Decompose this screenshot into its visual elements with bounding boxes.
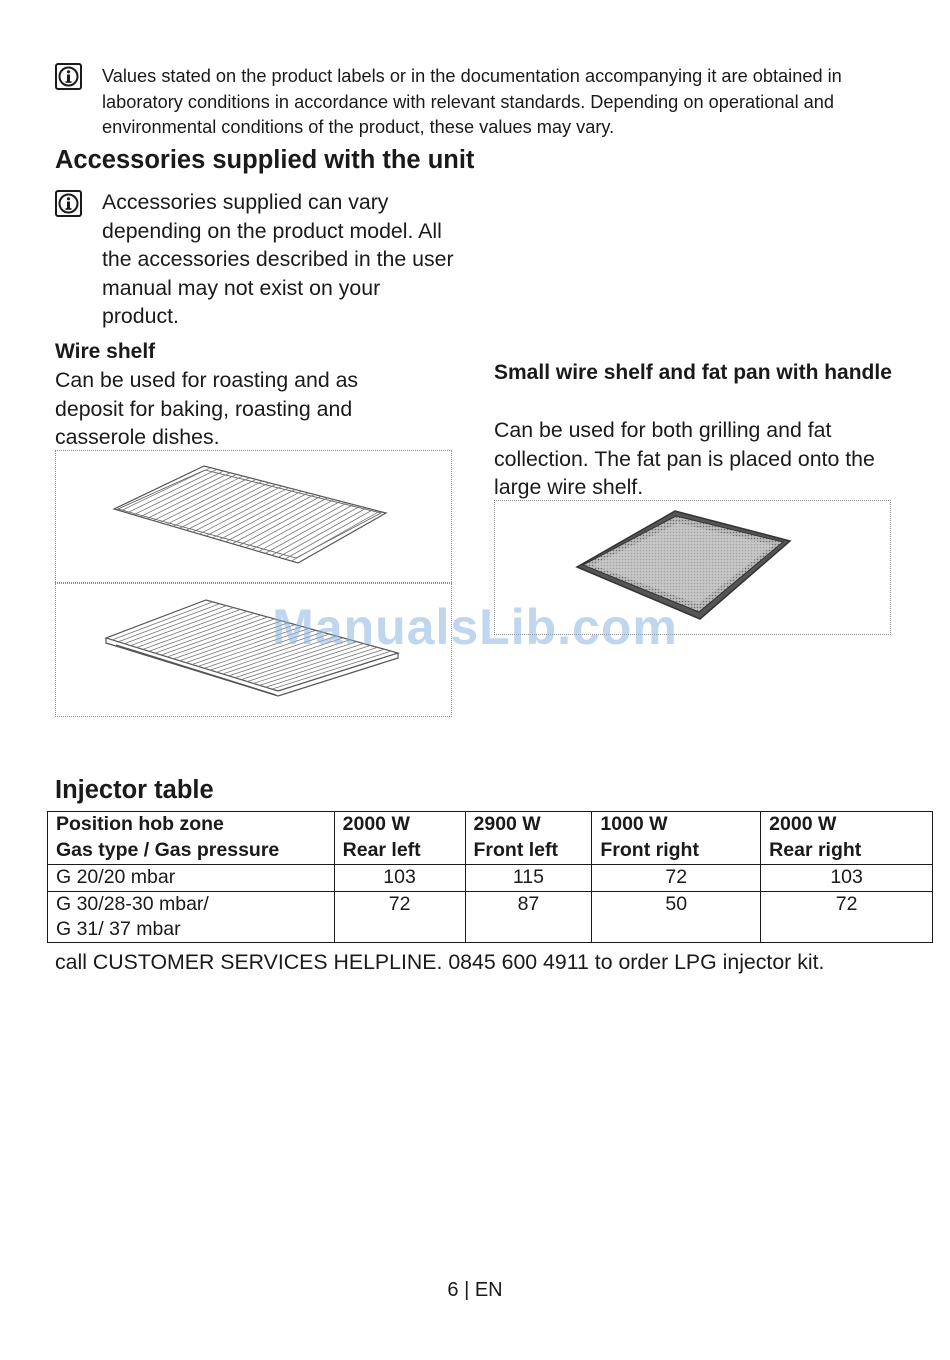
column-power: 2900 W — [465, 812, 592, 839]
wire-line — [245, 500, 334, 548]
table-row — [48, 865, 933, 892]
lab-values-note: Values stated on the product labels or in the documentation accompanying it are obtained in laboratory conditions in accordance with relevant standards. Depending on operational and environmental conditions of the product, these values may vary. — [102, 66, 842, 137]
wire-line — [219, 493, 308, 540]
page-number: 6 | EN — [447, 1279, 503, 1301]
gas-type-line: G 31/ 37 mbar — [56, 918, 181, 940]
table-header-row — [48, 838, 933, 865]
injector-value: 115 — [465, 865, 592, 892]
wire-shelf-description: Can be used for roasting and as deposit for baking, roasting and casserole dishes. — [55, 368, 359, 449]
column-position: Front left — [465, 838, 592, 865]
small-wire-shelf-description: Can be used for both grilling and fat collection. The fat pan is placed onto the large wire shelf. — [494, 418, 875, 499]
column-power: 2000 W — [334, 812, 465, 839]
wire-line — [232, 496, 321, 544]
wire-line — [226, 495, 315, 542]
wire-line — [239, 498, 328, 546]
gas-type-cell — [48, 865, 335, 892]
column-power: 2000 W — [761, 812, 933, 839]
gas-type-line: G 30/28-30 mbar/ — [56, 893, 209, 915]
injector-value: 72 — [592, 865, 761, 892]
wire-shelf-title: Wire shelf — [55, 340, 156, 363]
wire-line — [272, 651, 391, 689]
wire-line — [285, 510, 373, 560]
injector-value: 103 — [761, 865, 933, 892]
gas-type-cell — [48, 892, 335, 943]
gas-type-line: G 20/20 mbar — [56, 866, 176, 888]
row-header-position: Position hob zone — [48, 812, 335, 839]
injector-value: 87 — [465, 892, 592, 943]
wire-shelf-image-top — [55, 450, 452, 584]
injector-value: 72 — [761, 892, 933, 943]
small-wire-shelf-title: Small wire shelf and fat pan with handle — [494, 361, 892, 384]
wire-line — [259, 503, 347, 552]
wire-shelf-illustration — [56, 451, 451, 583]
row-header-gas: Gas type / Gas pressure — [48, 838, 335, 865]
info-icon — [55, 63, 82, 90]
accessories-heading: Accessories supplied with the unit — [55, 146, 475, 174]
helpline-footnote: call CUSTOMER SERVICES HELPLINE. 0845 600 4911 to order LPG injector kit. — [55, 950, 825, 974]
injector-value: 50 — [592, 892, 761, 943]
accessories-vary-note: Accessories supplied can vary depending on the product model. All the accessories described in the user manual may not exist on your product. — [102, 190, 454, 328]
injector-value: 103 — [334, 865, 465, 892]
table-row — [48, 892, 933, 943]
watermark: ManualsLib.com — [272, 599, 678, 655]
table-header-row — [48, 812, 933, 839]
column-position: Rear left — [334, 838, 465, 865]
wire-line — [252, 501, 341, 549]
info-icon — [55, 190, 82, 217]
injector-value: 72 — [334, 892, 465, 943]
injector-table-title: Injector table — [55, 776, 214, 804]
wire-line — [265, 505, 353, 554]
column-position: Front right — [592, 838, 761, 865]
column-position: Rear right — [761, 838, 933, 865]
column-power: 1000 W — [592, 812, 761, 839]
injector-table — [47, 811, 933, 943]
wire-line — [291, 511, 379, 561]
